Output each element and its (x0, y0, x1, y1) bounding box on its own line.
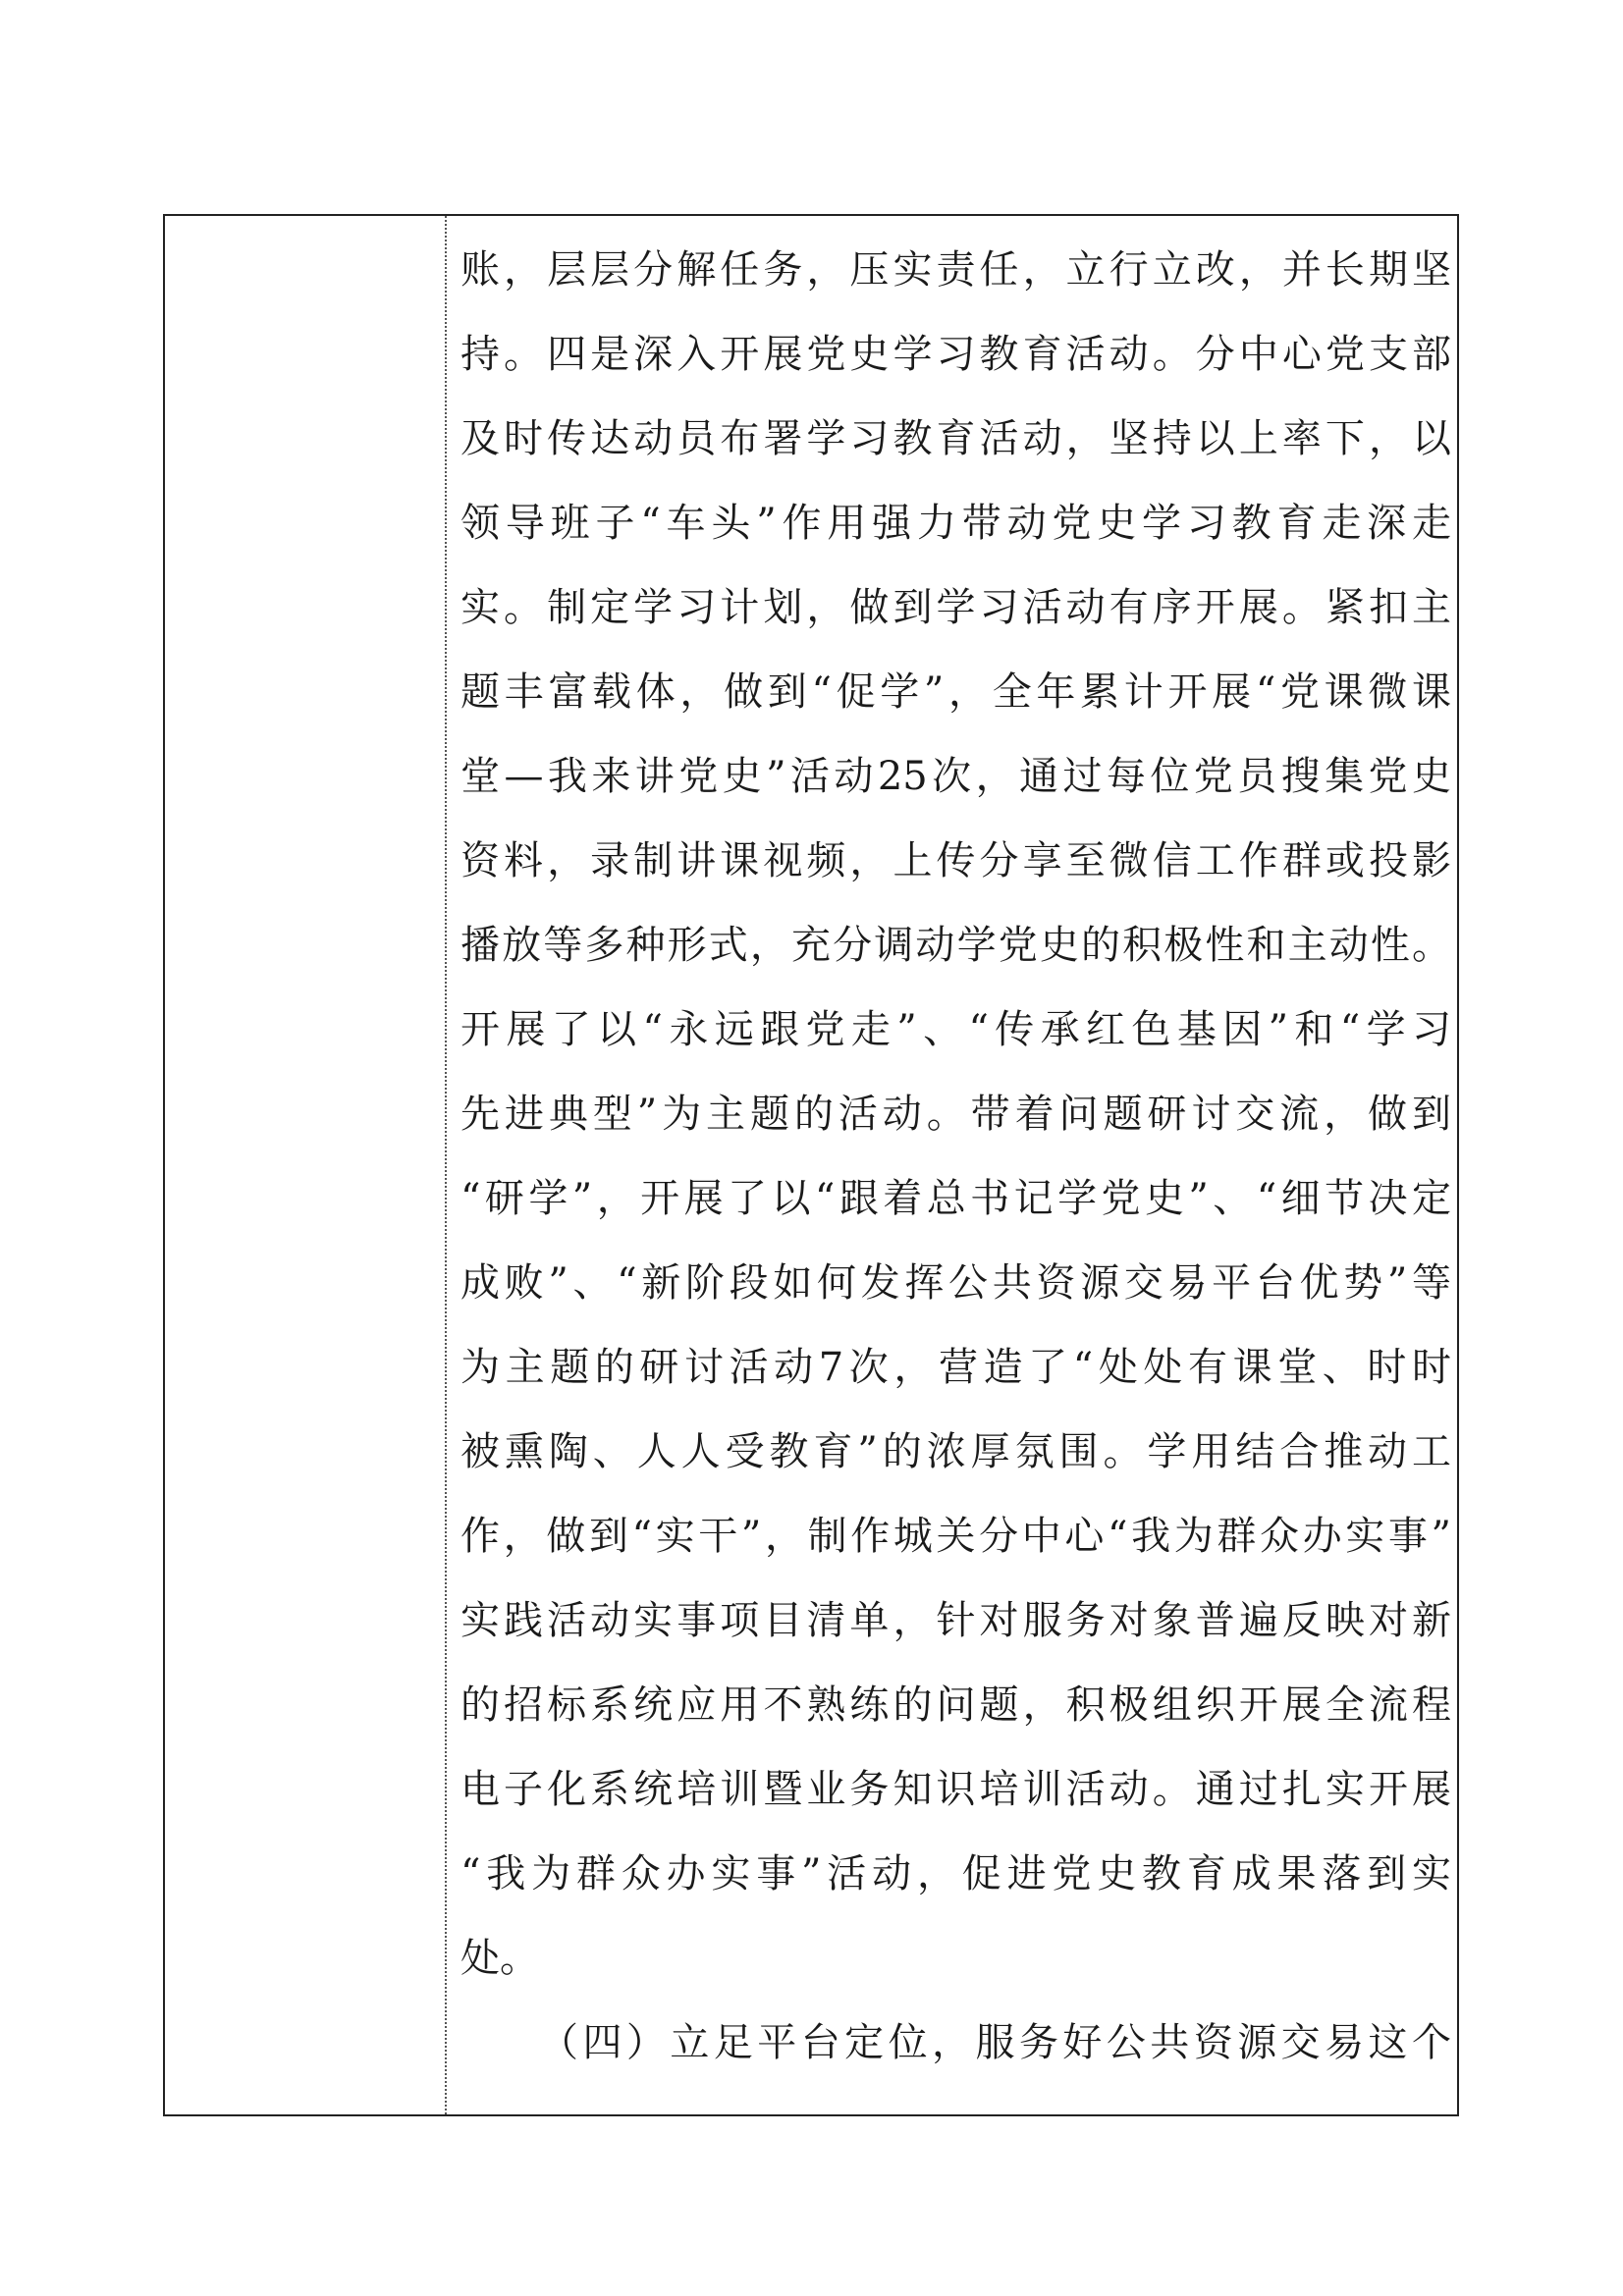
text-line-7: 堂—我来讲党史”活动25次，通过每位党员搜集党史 (460, 754, 1451, 799)
text-line-11: 先进典型”为主题的活动。带着问题研讨交流，做到 (460, 1092, 1451, 1137)
text-line-9: 播放等多种形式，充分调动学党史的积极性和主动性。 (460, 923, 1451, 968)
text-line-15: 被熏陶、人人受教育”的浓厚氛围。学用结合推动工 (460, 1429, 1451, 1474)
text-line-21: 处。 (460, 1936, 539, 1981)
text-line-5: 实。制定学习计划，做到学习活动有序开展。紧扣主 (460, 585, 1451, 630)
text-line-17: 实践活动实事项目清单，针对服务对象普遍反映对新 (460, 1598, 1451, 1643)
text-line-14: 为主题的研讨活动7次，营造了“处处有课堂、时时 (460, 1345, 1451, 1390)
text-line-10: 开展了以“永远跟党走”、“传承红色基因”和“学习 (460, 1007, 1451, 1052)
text-line-3: 及时传达动员布署学习教育活动，坚持以上率下，以 (460, 416, 1451, 461)
text-line-13: 成败”、“新阶段如何发挥公共资源交易平台优势”等 (460, 1260, 1451, 1306)
text-line-12: “研学”，开展了以“跟着总书记学党史”、“细节决定 (460, 1176, 1451, 1221)
text-line-6: 题丰富载体，做到“促学”，全年累计开展“党课微课 (460, 669, 1451, 715)
section-heading-4: （四）立足平台定位，服务好公共资源交易这个 (539, 2020, 1451, 2065)
text-line-20: “我为群众办实事”活动，促进党史教育成果落到实 (460, 1851, 1451, 1896)
text-line-2: 持。四是深入开展党史学习教育活动。分中心党支部 (460, 332, 1451, 377)
text-line-16: 作，做到“实干”，制作城关分中心“我为群众办实事” (460, 1514, 1451, 1559)
form-table (163, 214, 1459, 2116)
text-line-19: 电子化系统培训暨业务知识培训活动。通过扎实开展 (460, 1767, 1451, 1812)
content-column (447, 216, 1459, 2114)
text-line-8: 资料，录制讲课视频，上传分享至微信工作群或投影 (460, 838, 1451, 883)
text-line-4: 领导班子“车头”作用强力带动党史学习教育走深走 (460, 501, 1451, 546)
text-line-18: 的招标系统应用不熟练的问题，积极组织开展全流程 (460, 1682, 1451, 1728)
text-line-1: 账，层层分解任务，压实责任，立行立改，并长期坚 (460, 247, 1451, 293)
label-column (165, 216, 445, 2114)
